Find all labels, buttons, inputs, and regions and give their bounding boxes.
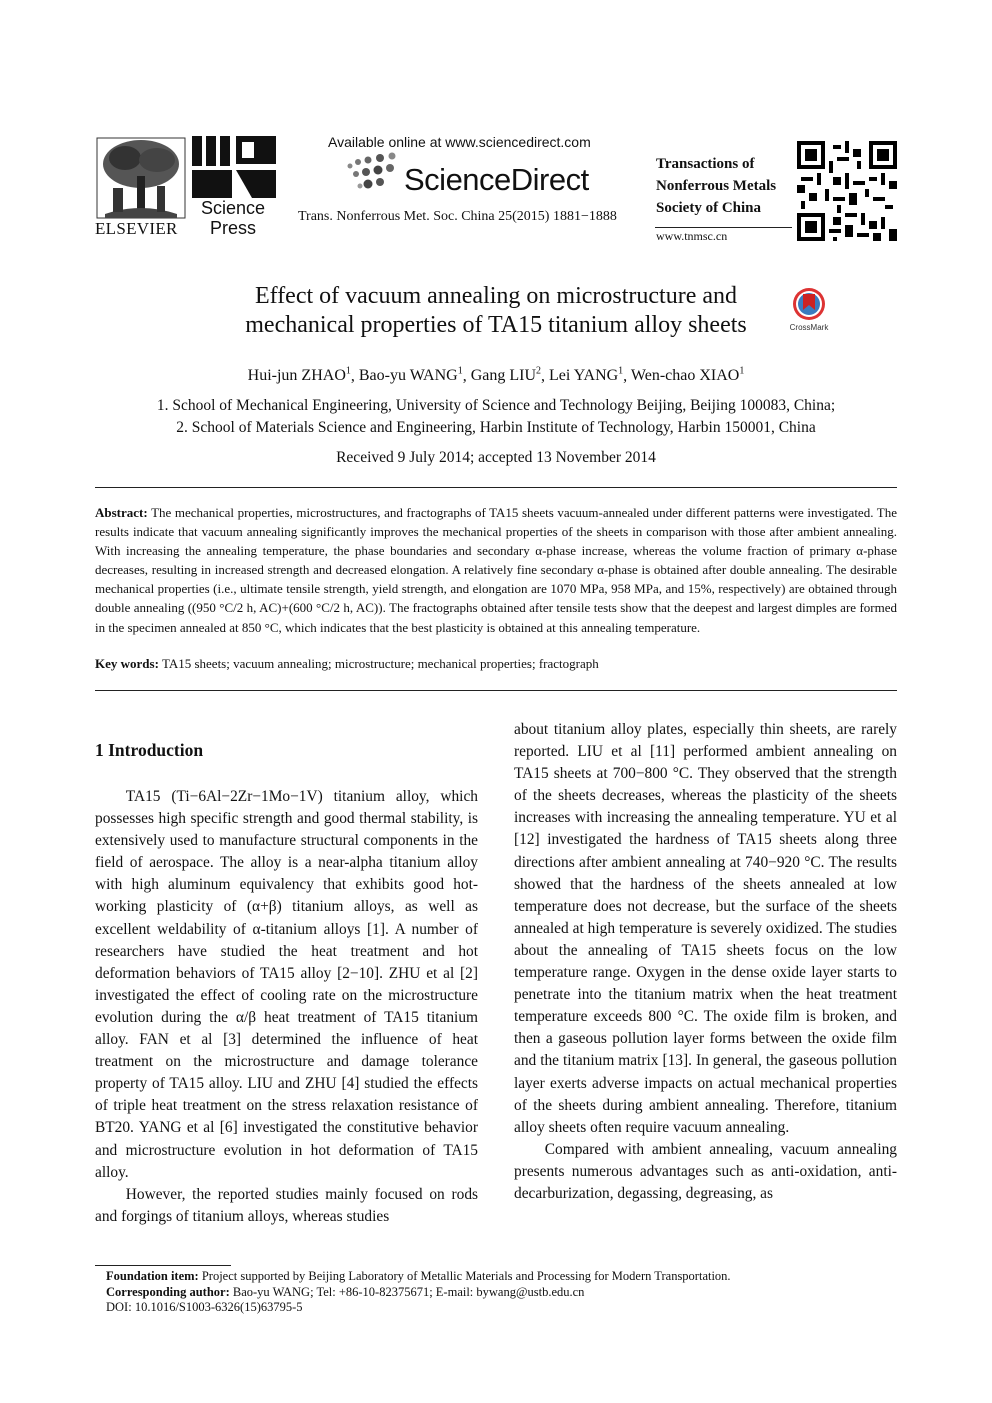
abstract [95, 503, 897, 637]
received-dates: Received 9 July 2014; accepted 13 November 2014 [336, 449, 656, 466]
journal-divider [655, 227, 792, 228]
paragraph: about titanium alloy plates, especially thin sheets, are rarely reported. LIU et al [11] performed ambient annealing on TA15 sheets at 700−800 °C. They observed that the strength of the sheets decreases, whereas the plasticity of the sheets increases with increasing the annealing temperature. YU et al [12] investigated the hardness of TA15 sheets along three directions after ambient annealing at 740−920 °C. The results showed that the hardness of the sheets annealed at low temperature does not decrease, but the surface of the sheets annealed at high temperature is severely oxidized. The studies about the annealing of TA15 sheets focus on the low temperature range. Oxygen in the dense oxide layer starts to penetrate into the titanium matrix when the heat treatment temperature exceeds 800 °C. The oxide film is broken, and then a gaseous pollution layer forms between the oxide film and the titanium matrix [13]. In general, the gaseous pollution layer exerts adverse impacts on actual mechanical properties of the sheets during ambient annealing. Therefore, titanium alloy sheets often require vacuum annealing. [514, 721, 897, 1136]
author: Gang LIU$^2$ [470, 366, 541, 385]
journal-url[interactable]: www.tnmsc.cn [656, 229, 728, 243]
author: Bao-yu WANG$^1$ [358, 366, 463, 385]
journal-name [656, 153, 776, 219]
footnotes [106, 1269, 731, 1316]
affiliation: 2. School of Materials Science and Engineering, Harbin Institute of Technology, Harbin 150001, China [176, 419, 816, 436]
sciencedirect-wordmark: ScienceDirect [404, 162, 589, 197]
science-press-name [196, 198, 270, 238]
elsevier-wordmark: ELSEVIER [95, 219, 178, 238]
affiliation: 1. School of Mechanical Engineering, University of Science and Technology Beijing, Beijing 100083, China; [156, 397, 836, 414]
foundation-footnote: Foundation item: Project supported by Beijing Laboratory of Metallic Materials and Processing for Modern Transportation. [106, 1269, 731, 1283]
keywords-label: Key words: [95, 656, 159, 671]
author-list: Hui-jun ZHAO$^1$, Bao-yu WANG$^1$, Gang LIU$^2$, Lei YANG$^1$, Wen-chao XIAO$^1$ [247, 366, 745, 385]
journal-name-line: Transactions of [656, 156, 755, 172]
sciencedirect-dots-icon [344, 152, 402, 194]
abstract-bottom-rule [95, 690, 897, 691]
left-column [95, 786, 478, 1228]
title-line: Effect of vacuum annealing on microstructure and [254, 283, 738, 309]
corresponding-footnote: Corresponding author: Bao-yu WANG; Tel: +86-10-82375671; E-mail: bywang@ustb.edu.cn [106, 1284, 585, 1299]
doi[interactable]: DOI: 10.1016/S1003-6326(15)63795-5 [106, 1300, 303, 1314]
article-title [180, 282, 812, 340]
author: Lei YANG$^1$ [549, 366, 624, 385]
journal-name-line: Nonferrous Metals [656, 178, 777, 194]
paragraph: TA15 (Ti−6Al−2Zr−1Mo−1V) titanium alloy, which possesses high specific strength and good thermal stability, is extensively used to manufacture structural components in the field of aerospace. The alloy is a near-alpha titanium alloy with high aluminum equivalency that exhibits good hot-working plasticity of (α+β) titanium alloys, as well as excellent weldability of α-titanium alloys [1]. A number of researchers have studied the heat treatment and hot deformation behaviors of TA15 alloy [2−10]. ZHU et al [2] investigated the effect of cooling rate on the microstructure evolution during the α/β heat treatment of TA15 titanium alloy. FAN et al [3] determined the influence of heat treatment on the microstructure and damage tolerance property of TA15 alloy. LIU and ZHU [4] studied the effects of triple heat treatment on the stress relaxation resistance of BT20. YANG et al [6] investigated the constitutive behavior and microstructure evolution in hot deformation of TA15 alloy. [95, 788, 478, 1181]
paragraph: However, the reported studies mainly focused on rods and forgings of titanium alloys, whereas studies [95, 1185, 478, 1225]
science-press-line2: Press [209, 218, 256, 238]
title-line: mechanical properties of TA15 titanium alloy sheets [245, 312, 747, 338]
keywords-text: TA15 sheets; vacuum annealing; microstructure; mechanical properties; fractograph [161, 656, 599, 671]
abstract-label: Abstract: [95, 505, 148, 520]
paragraph: Compared with ambient annealing, vacuum annealing presents numerous advantages such as anti-oxidation, anti-decarburization, degassing, degreasing, as [514, 1140, 897, 1202]
science-press-line1: Science [200, 198, 266, 218]
author: Wen-chao XIAO$^1$ [630, 366, 745, 385]
science-press-logo [192, 136, 278, 200]
footnote-rule [95, 1265, 231, 1266]
journal-reference: Trans. Nonferrous Met. Soc. China 25(2015) 1881−1888 [298, 209, 617, 224]
available-online-text: Available online at www.sciencedirect.com [328, 134, 591, 150]
abstract-top-rule [95, 487, 897, 488]
author: Hui-jun ZHAO$^1$ [247, 366, 351, 385]
crossmark-label: CrossMark [789, 323, 829, 332]
crossmark-icon[interactable] [786, 286, 832, 334]
keywords [95, 656, 897, 672]
right-column [514, 719, 897, 1205]
qr-code-icon [797, 141, 897, 241]
section-heading: 1 Introduction [95, 740, 204, 760]
journal-name-line: Society of China [656, 200, 761, 216]
abstract-text: The mechanical properties, microstructures, and fractographs of TA15 sheets vacuum-annealed under different patterns were investigated. The results indicate that vacuum annealing significantly improves the mechanical properties of the sheets in comparison with those after ambient annealing. With increasing the annealing temperature, the phase boundaries and secondary α-phase increase, whereas the volume fraction of primary α-phase decreases, resulting in increased strength and decreased elongation. A relatively fine secondary α-phase is obtained after double annealing. The desirable mechanical properties (i.e., ultimate tensile strength, yield strength, and elongation are 1070 MPa, 958 MPa, and 15%, respectively) are obtained through double annealing ((950 °C/2 h, AC)+(600 °C/2 h, AC)). The fractographs obtained after tensile tests show that the deepest and largest dimples are formed in the specimen annealed at 850 °C, which indicates that the best plasticity is obtained at this annealing temperature. [95, 505, 898, 635]
